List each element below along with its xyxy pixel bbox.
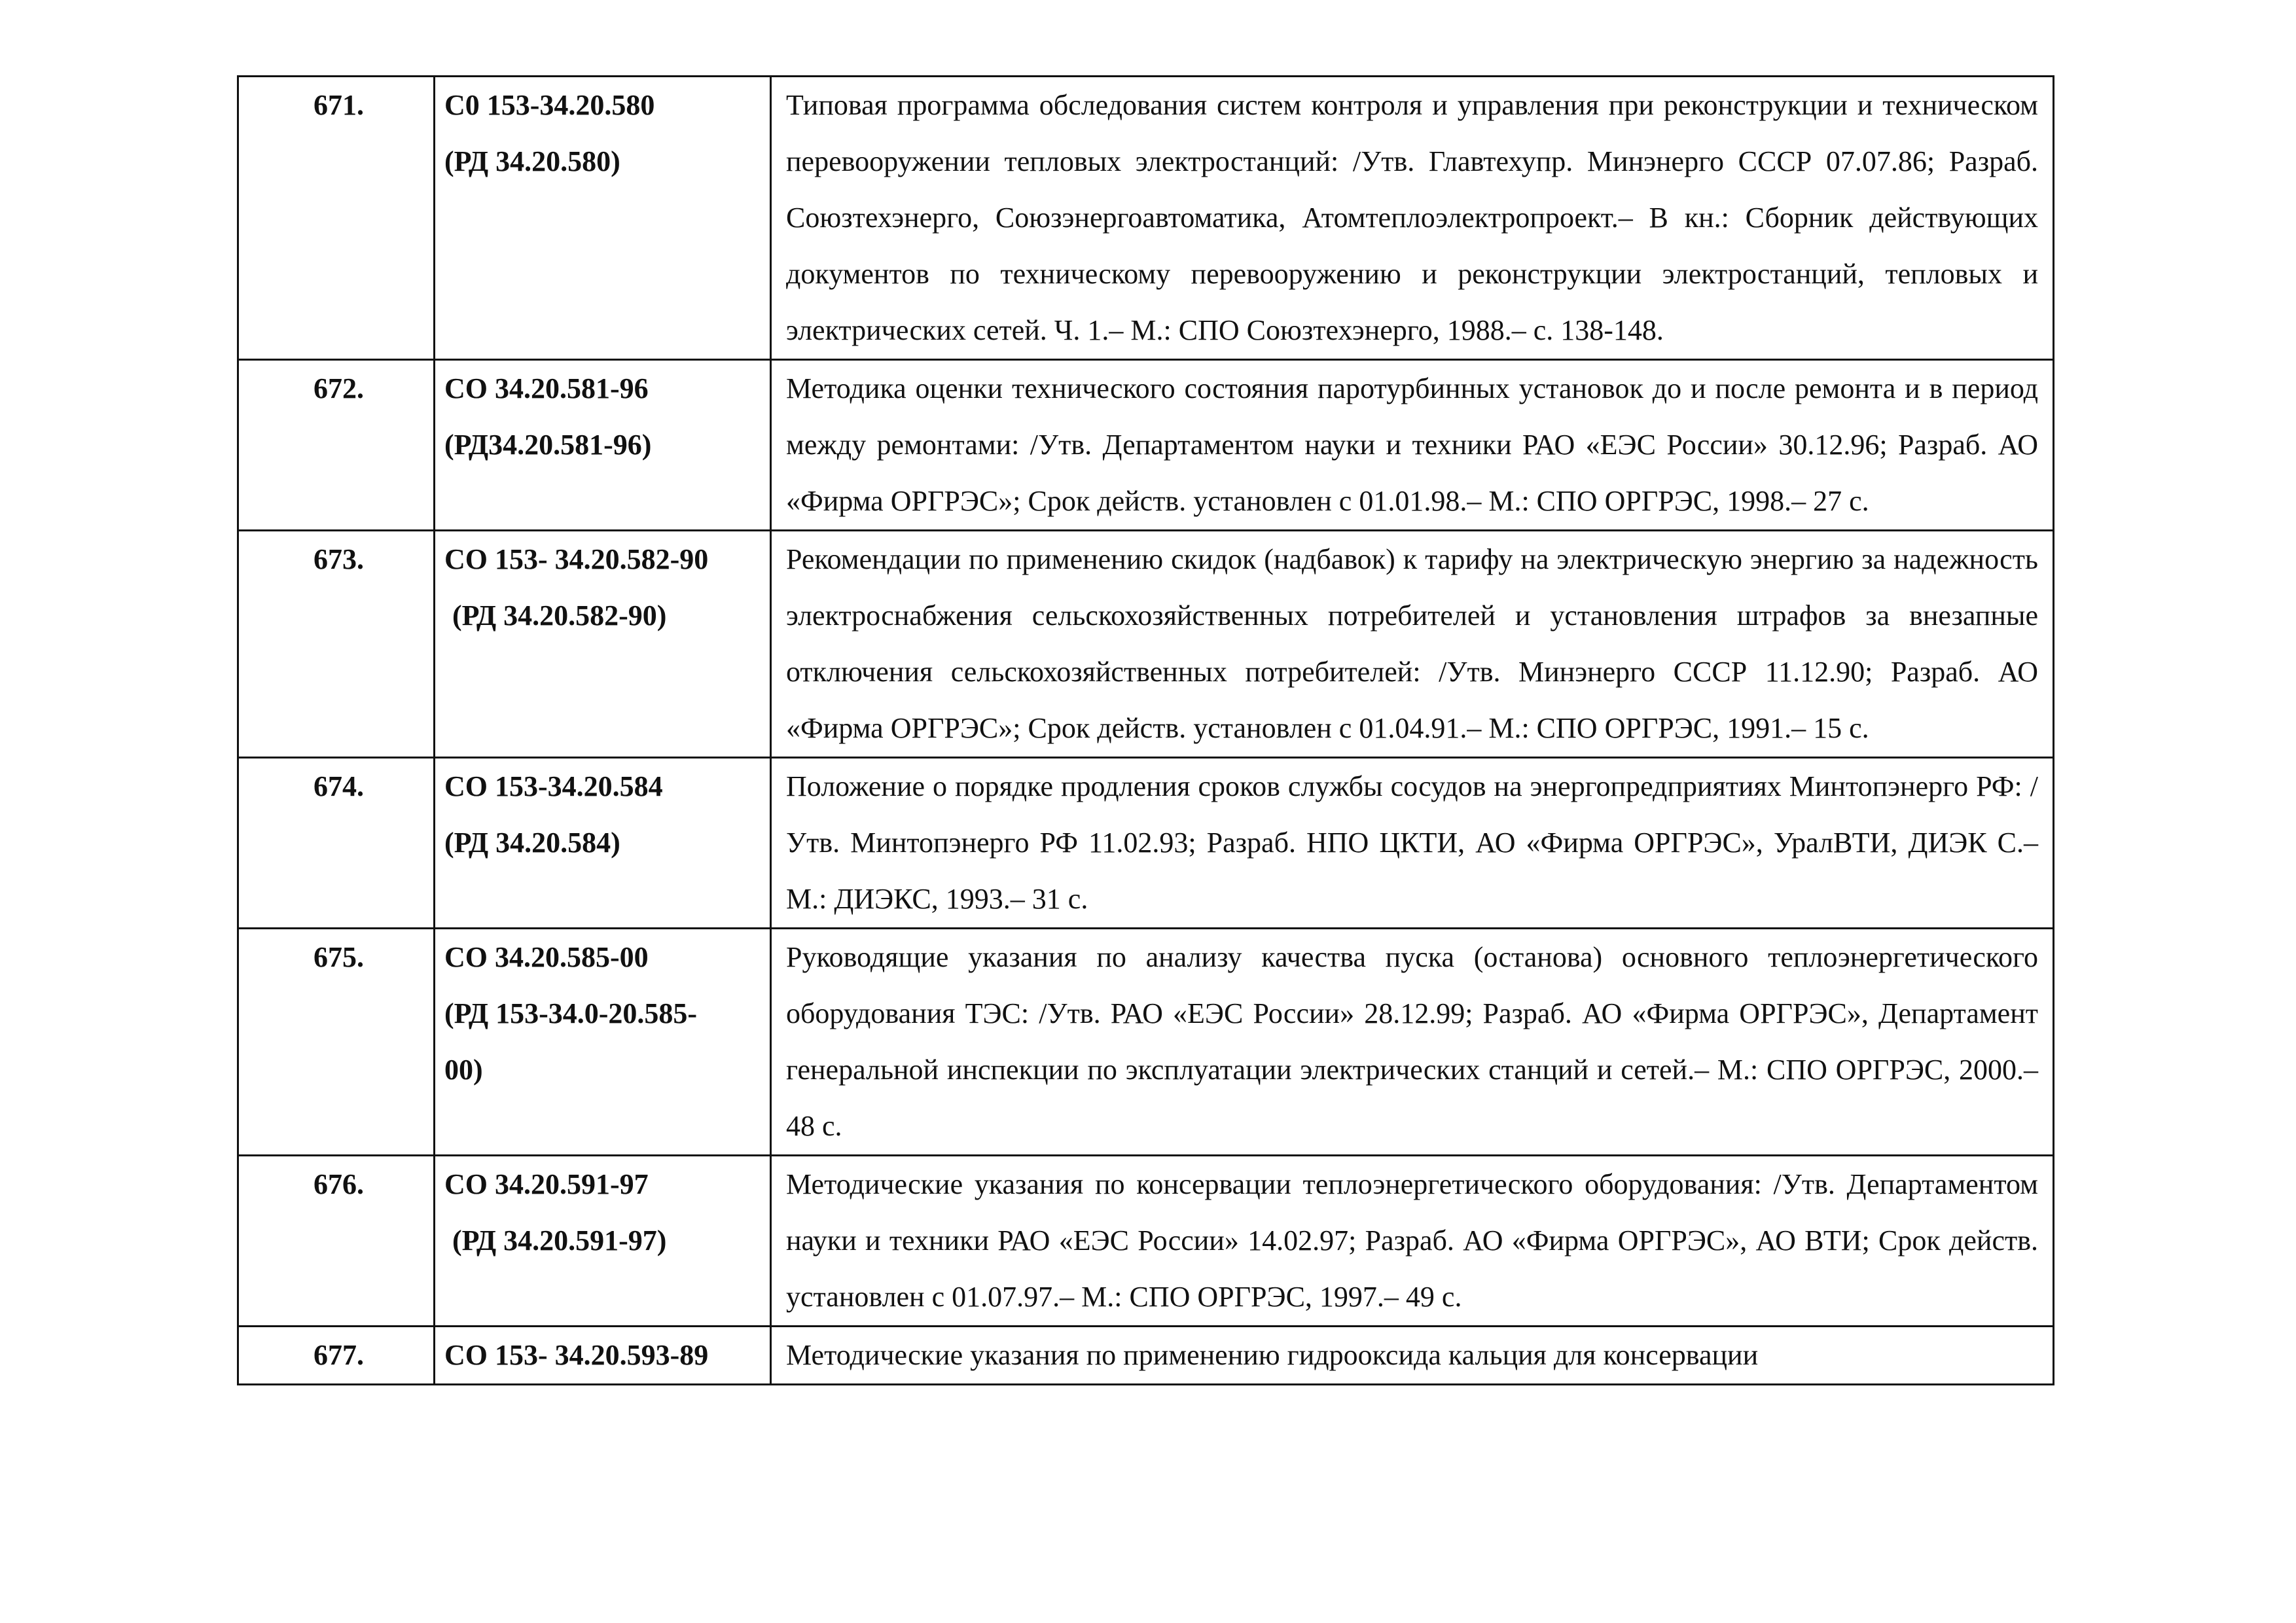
code-primary: С0 153-34.20.580 [444,89,655,121]
row-number: 675. [238,929,435,1156]
code-primary: СО 34.20.585-00 [444,941,649,973]
code-primary: СО 34.20.581-96 [444,372,649,404]
row-number: 676. [238,1156,435,1327]
row-number: 672. [238,360,435,531]
document-code [435,1156,771,1327]
code-alternate: (РД 34.20.582-90) [452,599,667,632]
document-code [435,1327,771,1385]
code-alternate: (РД 153-34.0-20.585- [444,997,698,1029]
table-row [238,77,2054,360]
table-row [238,758,2054,929]
code-primary: СО 153-34.20.584 [444,770,663,802]
table-row [238,1156,2054,1327]
code-alternate: (РД 34.20.580) [444,145,620,177]
table-row [238,360,2054,531]
table-row [238,929,2054,1156]
document-description: Положение о порядке продления сроков службы сосудов на энергопредприятиях Минтопэнерго РФ: /Утв. Минтопэнерго РФ 11.02.93; Разраб. НПО ЦКТИ, АО «Фирма ОРГРЭС», УралВТИ, ДИЭК С.– М.: ДИЭКС, 1993.– 31 с. [771,758,2054,929]
document-code [435,929,771,1156]
document-code [435,758,771,929]
row-number: 674. [238,758,435,929]
document-description: Методика оценки технического состояния паротурбинных установок до и после ремонта и в период между ремонтами: /Утв. Департаментом науки и техники РАО «ЕЭС России» 30.12.96; Разраб. АО «Фирма ОРГРЭС»; Срок действ. установлен с 01.01.98.– М.: СПО ОРГРЭС, 1998.– 27 с. [771,360,2054,531]
code-primary: СО 153- 34.20.593-89 [444,1339,709,1371]
document-code [435,77,771,360]
document-code [435,531,771,758]
document-description: Методические указания по консервации теплоэнергетического оборудования: /Утв. Департаментом науки и техники РАО «ЕЭС России» 14.02.97; Разраб. АО «Фирма ОРГРЭС», АО ВТИ; Срок действ. установлен с 01.07.97.– М.: СПО ОРГРЭС, 1997.– 49 с. [771,1156,2054,1327]
document-code [435,360,771,531]
document-description: Методические указания по применению гидрооксида кальция для консервации [771,1327,2054,1385]
code-alternate: (РД 34.20.584) [444,827,620,859]
row-number: 671. [238,77,435,360]
document-description: Рекомендации по применению скидок (надбавок) к тарифу на электрическую энергию за надежность электроснабжения сельскохозяйственных потребителей и установления штрафов за внезапные отключения сельскохозяйственных потребителей: /Утв. Минэнерго СССР 11.12.90; Разраб. АО «Фирма ОРГРЭС»; Срок действ. установлен с 01.04.91.– М.: СПО ОРГРЭС, 1991.– 15 с. [771,531,2054,758]
code-primary: СО 153- 34.20.582-90 [444,543,709,575]
row-number: 673. [238,531,435,758]
code-alternate: (РД 34.20.591-97) [452,1224,667,1257]
document-description: Руководящие указания по анализу качества пуска (останова) основного теплоэнергетического оборудования ТЭС: /Утв. РАО «ЕЭС России» 28.12.99; Разраб. АО «Фирма ОРГРЭС», Департамент генеральной инспекции по эксплуатации электрических станций и сетей.– М.: СПО ОРГРЭС, 2000.– 48 с. [771,929,2054,1156]
document-description: Типовая программа обследования систем контроля и управления при реконструкции и техническом перевооружении тепловых электростанций: /Утв. Главтехупр. Минэнерго СССР 07.07.86; Разраб. Союзтехэнерго, Союзэнергоавтоматика, Атомтеплоэлектропроект.– В кн.: Сборник действующих документов по техническому перевооружению и реконструкции электростанций, тепловых и электрических сетей. Ч. 1.– М.: СПО Союзтехэнерго, 1988.– с. 138-148. [771,77,2054,360]
table-row [238,531,2054,758]
documents-table [237,75,2054,1385]
table-row [238,1327,2054,1385]
code-alternate-continuation: 00) [444,1054,483,1086]
code-alternate: (РД34.20.581-96) [444,429,652,461]
row-number: 677. [238,1327,435,1385]
code-primary: СО 34.20.591-97 [444,1168,649,1200]
